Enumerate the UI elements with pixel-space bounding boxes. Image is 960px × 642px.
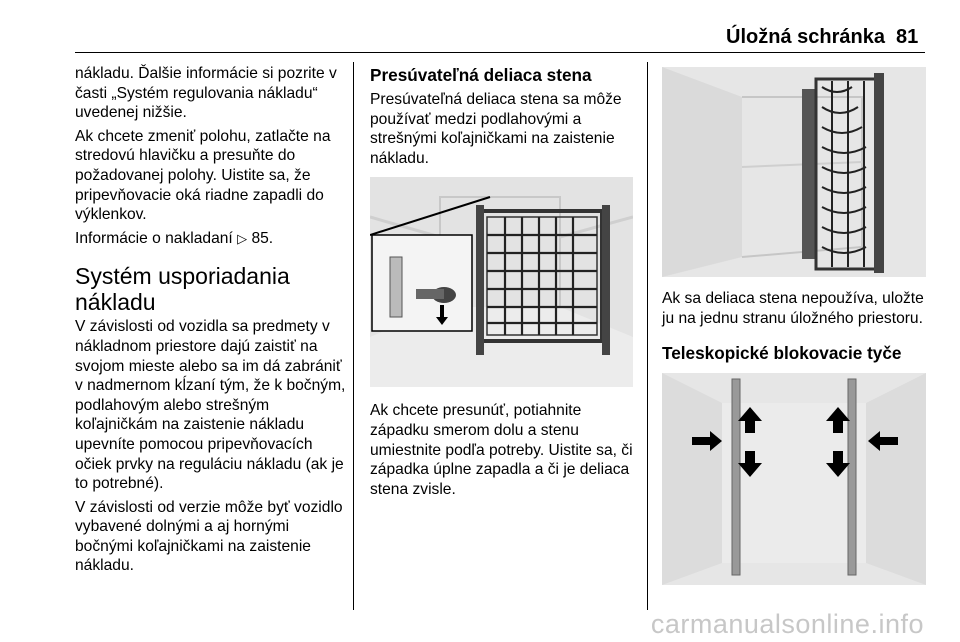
telescopic-bars-heading: Teleskopické blokovacie tyče xyxy=(662,343,902,364)
page-header-title: Úložná schránka xyxy=(726,26,885,48)
movable-partition-heading: Presúvateľná deliaca stena xyxy=(370,65,592,85)
col1-paragraph-3 xyxy=(75,229,347,250)
col2-paragraph-1: Presúvateľná deliaca stena sa môže používať medzi podlahovými a strešnými koľajničkami na zaistenie nákladu. xyxy=(370,91,622,167)
cargo-system-heading: Systém usporiadania nákladu xyxy=(75,263,290,316)
loading-info-text: Informácie o nakladaní xyxy=(75,229,233,247)
col1-paragraph-1: nákladu. Ďalšie informácie si pozrite v časti „Systém regulovania nákladu“ uvedenej nižšie. xyxy=(75,65,337,122)
column-divider-2 xyxy=(647,62,648,610)
col2-paragraph-2: Ak chcete presunúť, potiahnite západku smerom dolu a stenu umiestnite podľa potreby. Uistite sa, či západka úplne zapadla a či je deliaca stena zvisle. xyxy=(370,402,633,498)
column-3 xyxy=(662,64,926,585)
partition-net-illustration xyxy=(370,177,633,387)
column-1 xyxy=(75,64,347,580)
header-rule xyxy=(75,52,925,53)
stored-partition-illustration xyxy=(662,67,926,277)
col1-paragraph-2: Ak chcete zmeniť polohu, zatlačte na stredovú hlavičku a presuňte do požadovanej polohy. Uistite sa, že pripevňovacie oká riadne zapadli do výklenkov. xyxy=(75,127,331,224)
col1-paragraph-5: V závislosti od verzie môže byť vozidlo vybavené dolnými a aj hornými bočnými koľajničkami na zaistenie nákladu. xyxy=(75,498,343,575)
col1-paragraph-4: V závislosti od vozidla sa predmety v nákladnom priestore dajú zaistiť na svojom mieste alebo sa im dá zabrániť v nadmernom kĺzaní tým, že k bočným, podlahovým alebo strešným koľajničkám na zaistenie nákladu upevníte pomocou pripevňovacích očiek prvky na reguláciu nákladu (ak je to potrebné). xyxy=(75,318,346,493)
column-2 xyxy=(370,64,633,503)
page-number: 81 xyxy=(896,26,919,48)
column-divider-1 xyxy=(353,62,354,610)
telescopic-bars-illustration xyxy=(662,373,926,585)
loading-info-page-link[interactable]: 85. xyxy=(251,229,274,247)
arrow-ref-icon: ▷ xyxy=(237,231,248,247)
footer-watermark: carmanualsonline.info xyxy=(650,609,924,639)
col3-paragraph-1: Ak sa deliaca stena nepoužíva, uložte ju na jednu stranu úložného priestoru. xyxy=(662,290,924,327)
